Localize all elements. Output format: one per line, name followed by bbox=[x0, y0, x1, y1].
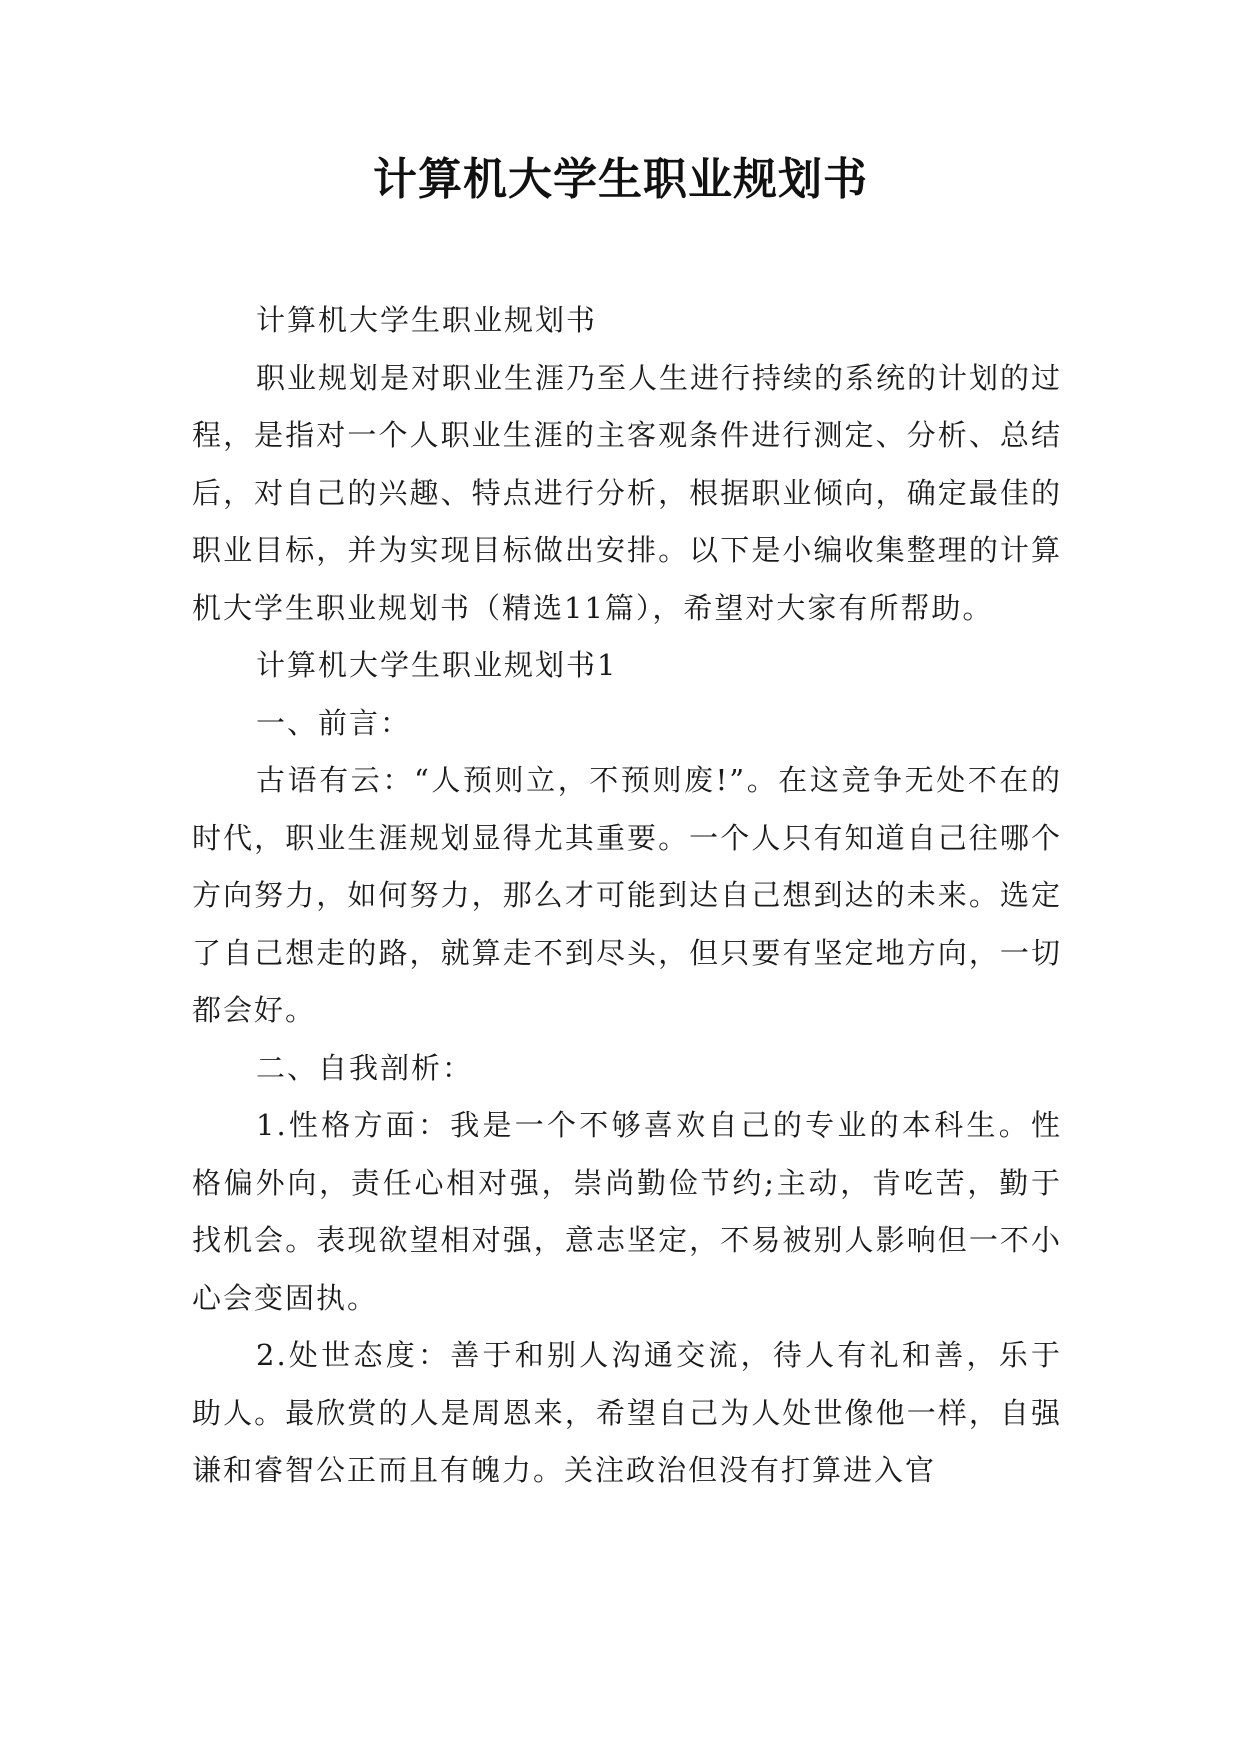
document-body bbox=[192, 292, 1062, 1500]
paragraph-personality: 1.性格方面：我是一个不够喜欢自己的专业的本科生。性格偏外向，责任心相对强，崇尚勤俭节约;主动，肯吃苦，勤于找机会。表现欲望相对强，意志坚定，不易被别人影响但一不小心会变固执。 bbox=[192, 1108, 1062, 1315]
paragraph-preface-text: 古语有云：“人预则立，不预则废!”。在这竞争无处不在的时代，职业生涯规划显得尤其重要。一个人只有知道自己往哪个方向努力，如何努力，那么才可能到达自己想到达的未来。选定了自己想走的路，就算走不到尽头，但只要有坚定地方向，一切都会好。 bbox=[192, 763, 1062, 1027]
paragraph-subtitle: 计算机大学生职业规划书 bbox=[256, 303, 598, 337]
paragraph-section-preface: 一、前言： bbox=[256, 705, 412, 740]
paragraph-section-self-analysis: 二、自我剖析： bbox=[256, 1050, 474, 1085]
paragraph-intro: 职业规划是对职业生涯乃至人生进行持续的系统的计划的过程，是指对一个人职业生涯的主客观条件进行测定、分析、总结后，对自己的兴趣、特点进行分析，根据职业倾向，确定最佳的职业目标，并为实现目标做出安排。以下是小编收集整理的计算机大学生职业规划书（精选11篇），希望对大家有所帮助。 bbox=[192, 360, 1063, 625]
paragraph-heading-1: 计算机大学生职业规划书1 bbox=[256, 648, 618, 682]
paragraph-attitude: 2.处世态度：善于和别人沟通交流，待人有礼和善，乐于助人。最欣赏的人是周恩来，希望自己为人处世像他一样，自强谦和睿智公正而且有魄力。关注政治但没有打算进入官 bbox=[192, 1338, 1062, 1487]
document-title: 计算机大学生职业规划书 bbox=[373, 154, 868, 205]
